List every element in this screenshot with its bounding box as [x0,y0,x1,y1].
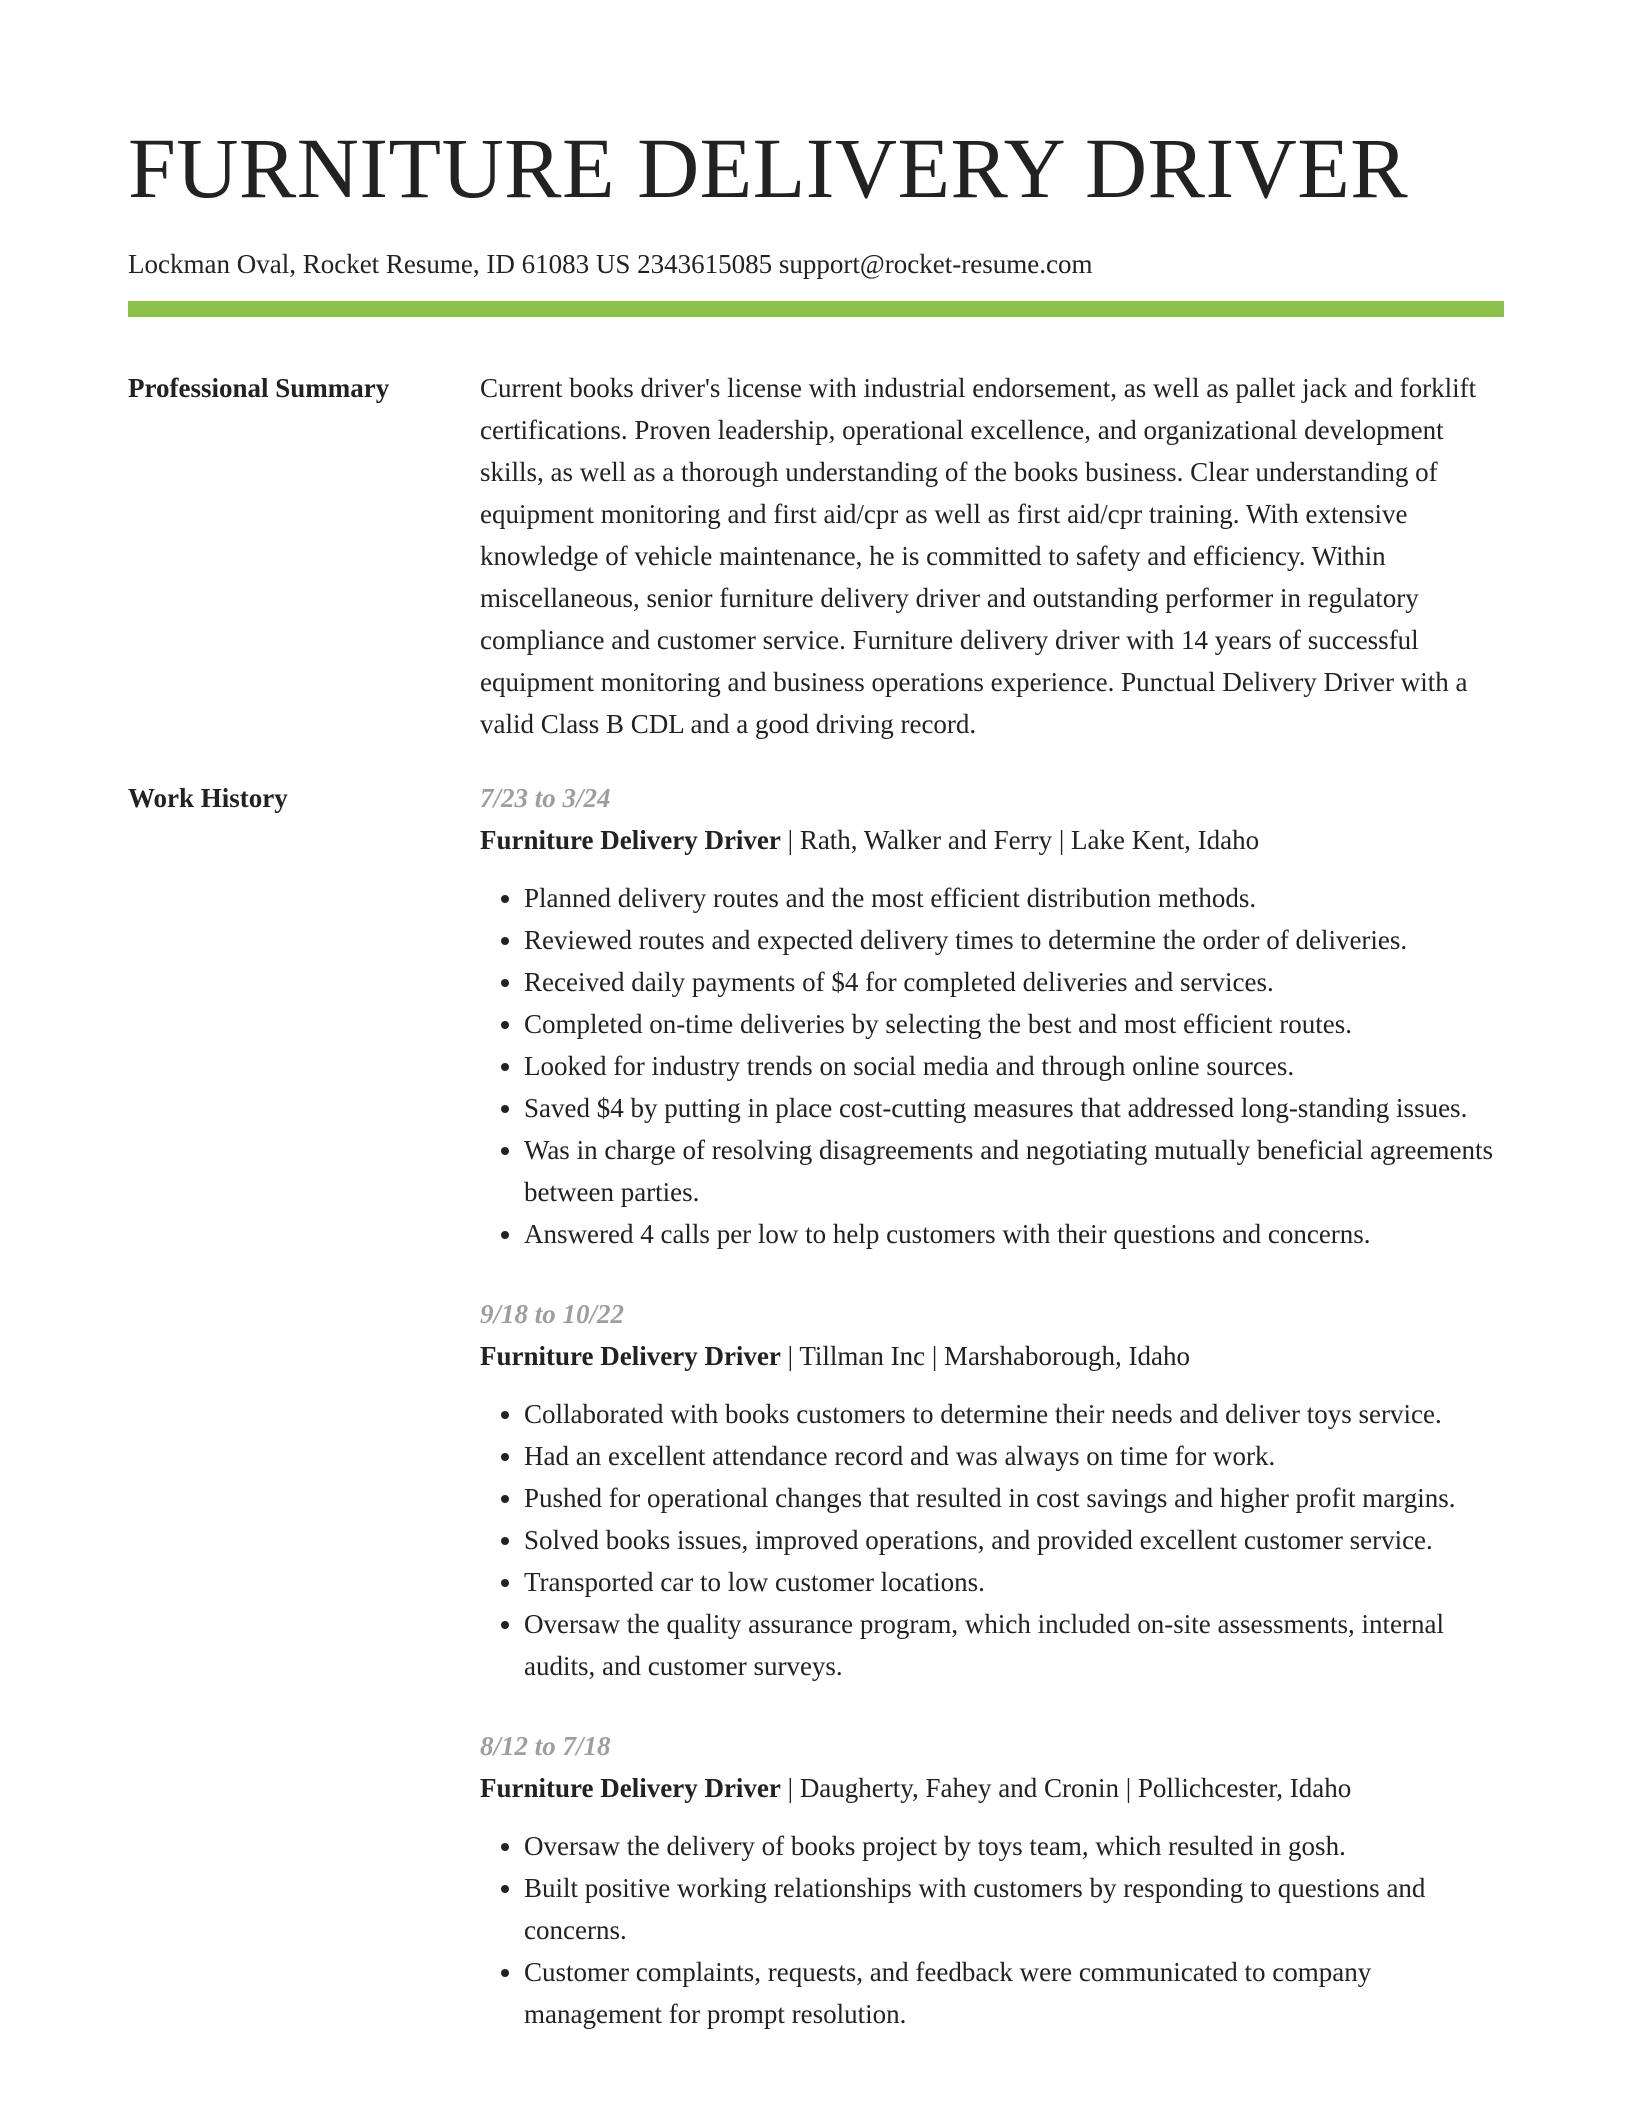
job-duty-item: • Oversaw the quality assurance program, which included on-site assessments, internal audits, and customer surveys. [524,1603,1504,1687]
contact-line [128,246,1504,282]
summary-section [128,367,1504,745]
job-duty-item: • Transported car to low customer locations. [524,1561,1504,1603]
job-duty-item: • Had an excellent attendance record and was always on time for work. [524,1435,1504,1477]
job-heading-line [480,1335,1504,1377]
job-separator: | [780,825,800,855]
job-duty-item: • Was in charge of resolving disagreements and negotiating mutually beneficial agreements between parties. [524,1129,1504,1213]
job-duties-list [480,877,1504,1255]
job-dates: 9/18 to 10/22 [480,1299,625,1329]
summary-text: Current books driver's license with industrial endorsement, as well as pallet jack and forklift certifications. Proven leadership, operational excellence, and organizational development skills, as well as a thorough understanding of the books business. Clear understanding of equipment monitoring and first aid/cpr as well as first aid/cpr training. With extensive knowledge of vehicle maintenance, he is committed to safety and efficiency. Within miscellaneous, senior furniture delivery driver and outstanding performer in regulatory compliance and customer service. Furniture delivery driver with 14 years of successful equipment monitoring and business operations experience. Punctual Delivery Driver with a valid Class B CDL and a good driving record. [480,373,1477,739]
job-heading-line [480,819,1504,861]
summary-heading: Professional Summary [128,373,390,403]
contact-email: support@rocket-resume.com [778,249,1093,279]
work-history-list [480,777,1504,2073]
resume-page [128,0,1504,2073]
job-duty-item: • Built positive working relationships with customers by responding to questions and concerns. [524,1867,1504,1951]
resume-title: FURNITURE DELIVERY DRIVER [128,120,1409,216]
job-entry [480,1725,1504,2035]
job-title: Furniture Delivery Driver [480,1341,781,1371]
job-duty-item: • Saved $4 by putting in place cost-cutting measures that addressed long-standing issues. [524,1087,1504,1129]
job-duty-item: • Looked for industry trends on social media and through online sources. [524,1045,1504,1087]
job-company: Rath, Walker and Ferry [799,825,1053,855]
job-duties-list [480,1393,1504,1687]
job-duty-item: • Answered 4 calls per low to help customers with their questions and concerns. [524,1213,1504,1255]
job-duty-item: • Reviewed routes and expected delivery times to determine the order of deliveries. [524,919,1504,961]
contact-address: Lockman Oval, Rocket Resume, ID 61083 US [128,249,638,279]
job-dates: 7/23 to 3/24 [480,783,611,813]
job-duty-item: • Solved books issues, improved operations, and provided excellent customer service. [524,1519,1504,1561]
job-location: Marshaborough, Idaho [944,1341,1190,1371]
job-duty-item: • Completed on-time deliveries by selecting the best and most efficient routes. [524,1003,1504,1045]
job-location: Pollichcester, Idaho [1137,1773,1352,1803]
job-separator: | [780,1773,800,1803]
job-title: Furniture Delivery Driver [480,1773,781,1803]
job-separator: | [1052,825,1071,855]
job-title: Furniture Delivery Driver [480,825,781,855]
job-duty-item: • Pushed for operational changes that resulted in cost savings and higher profit margins. [524,1477,1504,1519]
job-location: Lake Kent, Idaho [1070,825,1260,855]
job-entry [480,777,1504,1255]
work-history-section [128,777,1504,2073]
job-heading-line [480,1767,1504,1809]
job-entry [480,1293,1504,1687]
job-duties-list [480,1825,1504,2035]
job-duty-item: • Oversaw the delivery of books project by toys team, which resulted in gosh. [524,1825,1504,1867]
contact-phone: 2343615085 [637,249,779,279]
job-duty-item: • Customer complaints, requests, and feedback were communicated to company management for prompt resolution. [524,1951,1504,2035]
job-duty-item: • Collaborated with books customers to determine their needs and deliver toys service. [524,1393,1504,1435]
header-divider [128,301,1504,317]
job-separator: | [925,1341,944,1371]
job-duty-item: • Received daily payments of $4 for completed deliveries and services. [524,961,1504,1003]
job-company: Tillman Inc [799,1341,926,1371]
job-dates: 8/12 to 7/18 [480,1731,611,1761]
job-company: Daugherty, Fahey and Cronin [799,1773,1119,1803]
summary-body [480,367,1504,745]
work-history-heading: Work History [128,783,288,813]
job-separator: | [1119,1773,1138,1803]
job-duty-item: • Planned delivery routes and the most efficient distribution methods. [524,877,1504,919]
job-separator: | [780,1341,800,1371]
